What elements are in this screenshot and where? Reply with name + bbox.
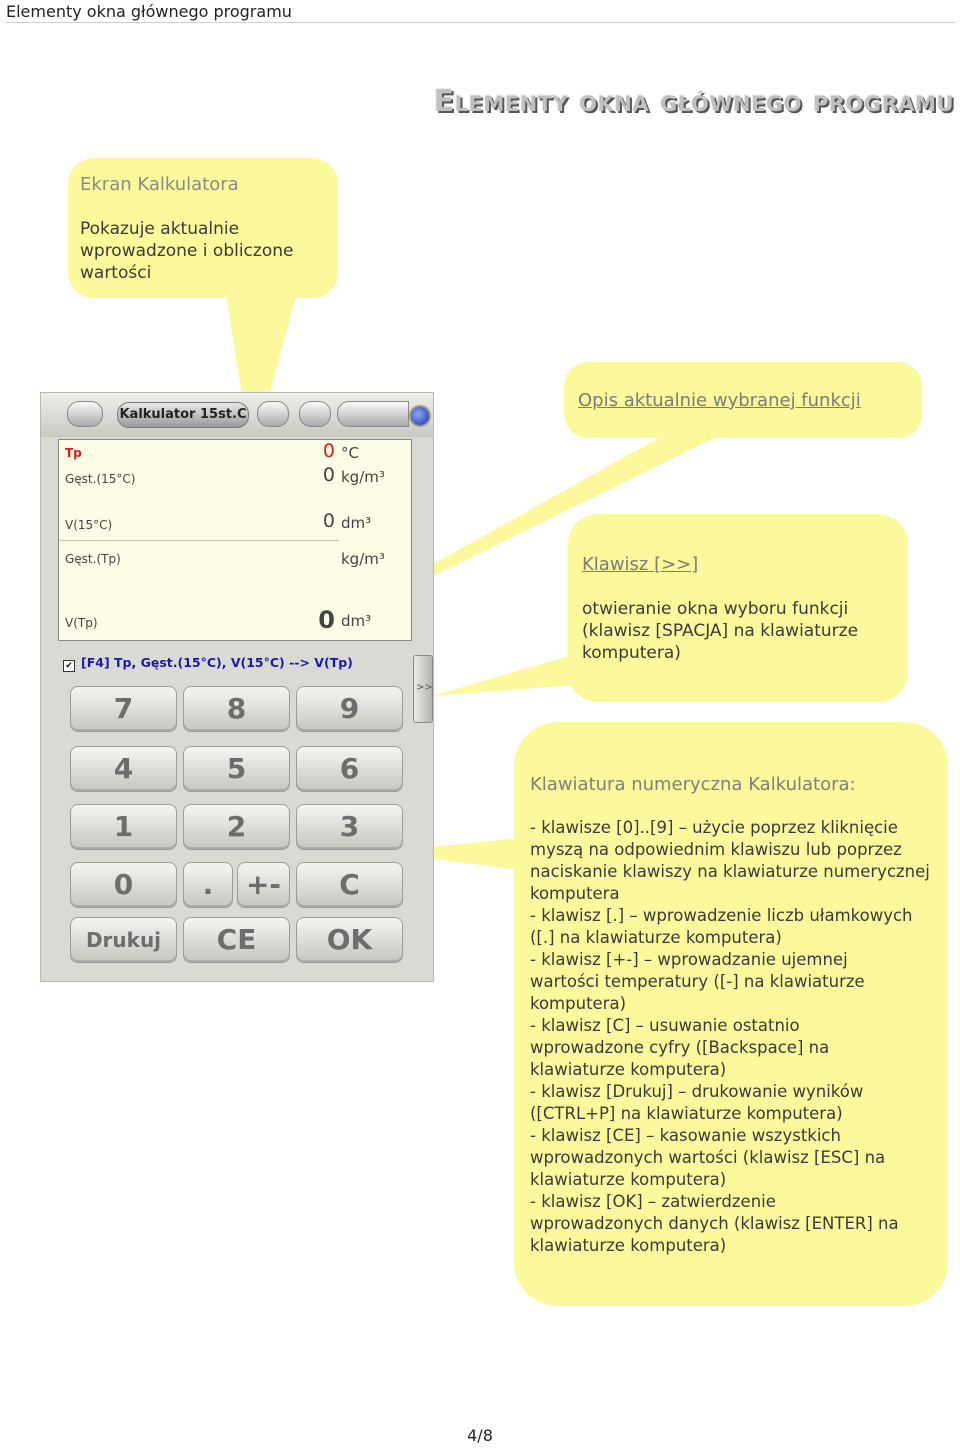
callout-screen-line: wartości xyxy=(80,263,152,283)
callout-screen-line: Pokazuje aktualnie xyxy=(80,219,240,239)
callout-keypad-line: wartości temperatury ([-] na klawiaturze xyxy=(530,972,865,991)
key-6[interactable]: 6 xyxy=(296,746,403,792)
callout-keypad-line: - klawisze [0]..[9] – użycie poprzez kliknięcie xyxy=(530,818,898,837)
callout-keypad-text xyxy=(530,817,942,1257)
row-value-tp: 0 xyxy=(322,440,335,462)
more-functions-label: >> xyxy=(416,682,433,693)
callout-keypad-line: - klawisz [C] – usuwanie ostatnio xyxy=(530,1016,800,1035)
key-decimal[interactable]: . xyxy=(183,862,233,908)
callout-keypad-line: klawiaturze komputera) xyxy=(530,1170,727,1189)
callout-keypad-line: ([CTRL+P] na klawiaturze komputera) xyxy=(530,1104,843,1123)
callout-screen-title: Ekran Kalkulatora xyxy=(80,174,239,195)
row-label-v15: V(15°C) xyxy=(65,518,113,532)
key-0[interactable]: 0 xyxy=(70,862,177,908)
key-2[interactable]: 2 xyxy=(183,804,290,850)
key-3[interactable]: 3 xyxy=(296,804,403,850)
callout-description xyxy=(564,362,922,438)
function-label: [F4] Tp, Gęst.(15°C), V(15°C) --> V(Tp) xyxy=(81,655,353,670)
key-ok[interactable]: OK xyxy=(296,917,403,963)
callout-keypad-line: wprowadzonych danych (klawisz [ENTER] na xyxy=(530,1214,899,1233)
callout-keypad-line: wprowadzone cyfry ([Backspace] na xyxy=(530,1038,830,1057)
calculator-screen xyxy=(58,439,412,641)
key-clear[interactable]: C xyxy=(296,862,403,908)
callout-keypad-line: - klawisz [CE] – kasowanie wszystkich xyxy=(530,1126,841,1145)
key-plus-minus[interactable]: +- xyxy=(237,862,290,908)
callout-keypad-line: - klawisz [.] – wprowadzenie liczb ułamkowych xyxy=(530,906,913,925)
title-bar-slot xyxy=(337,401,409,427)
callout-keypad-line: - klawisz [OK] – zatwierdzenie xyxy=(530,1192,776,1211)
checkbox-icon[interactable]: ✔ xyxy=(63,660,75,672)
minimize-icon[interactable] xyxy=(67,401,103,427)
callout-keypad-line: komputera) xyxy=(530,994,627,1013)
page-heading: Elementy okna głównego programu xyxy=(433,84,954,119)
callout-more-key-line: (klawisz [SPACJA] na klawiaturze xyxy=(582,621,859,641)
page-number: 4/8 xyxy=(467,1426,493,1445)
row-value-vtp: 0 xyxy=(318,606,335,634)
callout-keypad-line: myszą na odpowiednim klawiszu lub poprzez xyxy=(530,840,902,859)
callout-screen xyxy=(68,158,338,298)
callout-more-key-line: otwieranie okna wyboru funkcji xyxy=(582,599,849,619)
callout-more-key xyxy=(568,514,908,702)
calculator-title: Kalkulator 15st.C xyxy=(117,402,249,428)
screen-divider xyxy=(59,540,339,541)
key-print[interactable]: Drukuj xyxy=(70,917,177,963)
settings-icon[interactable] xyxy=(299,401,331,427)
key-clear-entry[interactable]: CE xyxy=(183,917,290,963)
window-title: Elementy okna głównego programu xyxy=(6,2,292,21)
row-label-gesttp: Gęst.(Tp) xyxy=(65,552,121,566)
callout-keypad-line: - klawisz [+-] – wprowadzanie ujemnej xyxy=(530,950,848,969)
key-1[interactable]: 1 xyxy=(70,804,177,850)
callout-screen-line: wprowadzone i obliczone xyxy=(80,241,294,261)
callout-keypad-title: Klawiatura numeryczna Kalkulatora: xyxy=(530,774,856,795)
restore-icon[interactable] xyxy=(257,401,289,427)
callout-keypad-line: ([.] na klawiaturze komputera) xyxy=(530,928,782,947)
row-label-vtp: V(Tp) xyxy=(65,616,98,630)
callout-keypad-line: naciskanie klawiszy na klawiaturze numerycznej xyxy=(530,862,930,881)
calculator-window xyxy=(40,392,434,982)
row-unit-vtp: dm³ xyxy=(341,612,372,630)
close-icon[interactable] xyxy=(409,405,431,427)
callout-keypad-line: komputera xyxy=(530,884,620,903)
key-5[interactable]: 5 xyxy=(183,746,290,792)
callout-more-key-text xyxy=(582,598,858,664)
row-unit-gest15: kg/m³ xyxy=(341,468,385,486)
row-value-v15: 0 xyxy=(322,510,335,532)
callout-keypad-line: klawiaturze komputera) xyxy=(530,1060,727,1079)
row-unit-v15: dm³ xyxy=(341,514,372,532)
key-8[interactable]: 8 xyxy=(183,686,290,732)
row-unit-gesttp: kg/m³ xyxy=(341,550,385,568)
callout-keypad-line: klawiaturze komputera) xyxy=(530,1236,727,1255)
callout-screen-text xyxy=(80,218,293,284)
row-value-gest15: 0 xyxy=(322,464,335,486)
key-7[interactable]: 7 xyxy=(70,686,177,732)
callout-keypad xyxy=(514,722,948,1306)
callout-description-title: Opis aktualnie wybranej funkcji xyxy=(578,390,861,411)
callout-more-key-line: komputera) xyxy=(582,643,681,663)
row-label-tp: Tp xyxy=(65,446,82,460)
function-checkbox-row[interactable] xyxy=(63,655,353,672)
key-9[interactable]: 9 xyxy=(296,686,403,732)
callout-keypad-line: wprowadzonych wartości (klawisz [ESC] na xyxy=(530,1148,886,1167)
callout-more-key-title: Klawisz [>>] xyxy=(582,554,699,575)
key-4[interactable]: 4 xyxy=(70,746,177,792)
callout-keypad-line: - klawisz [Drukuj] – drukowanie wyników xyxy=(530,1082,864,1101)
row-unit-tp: °C xyxy=(341,444,359,462)
row-label-gest15: Gęst.(15°C) xyxy=(65,472,136,486)
calculator-title-bar xyxy=(41,393,433,437)
more-functions-button[interactable] xyxy=(413,655,433,723)
